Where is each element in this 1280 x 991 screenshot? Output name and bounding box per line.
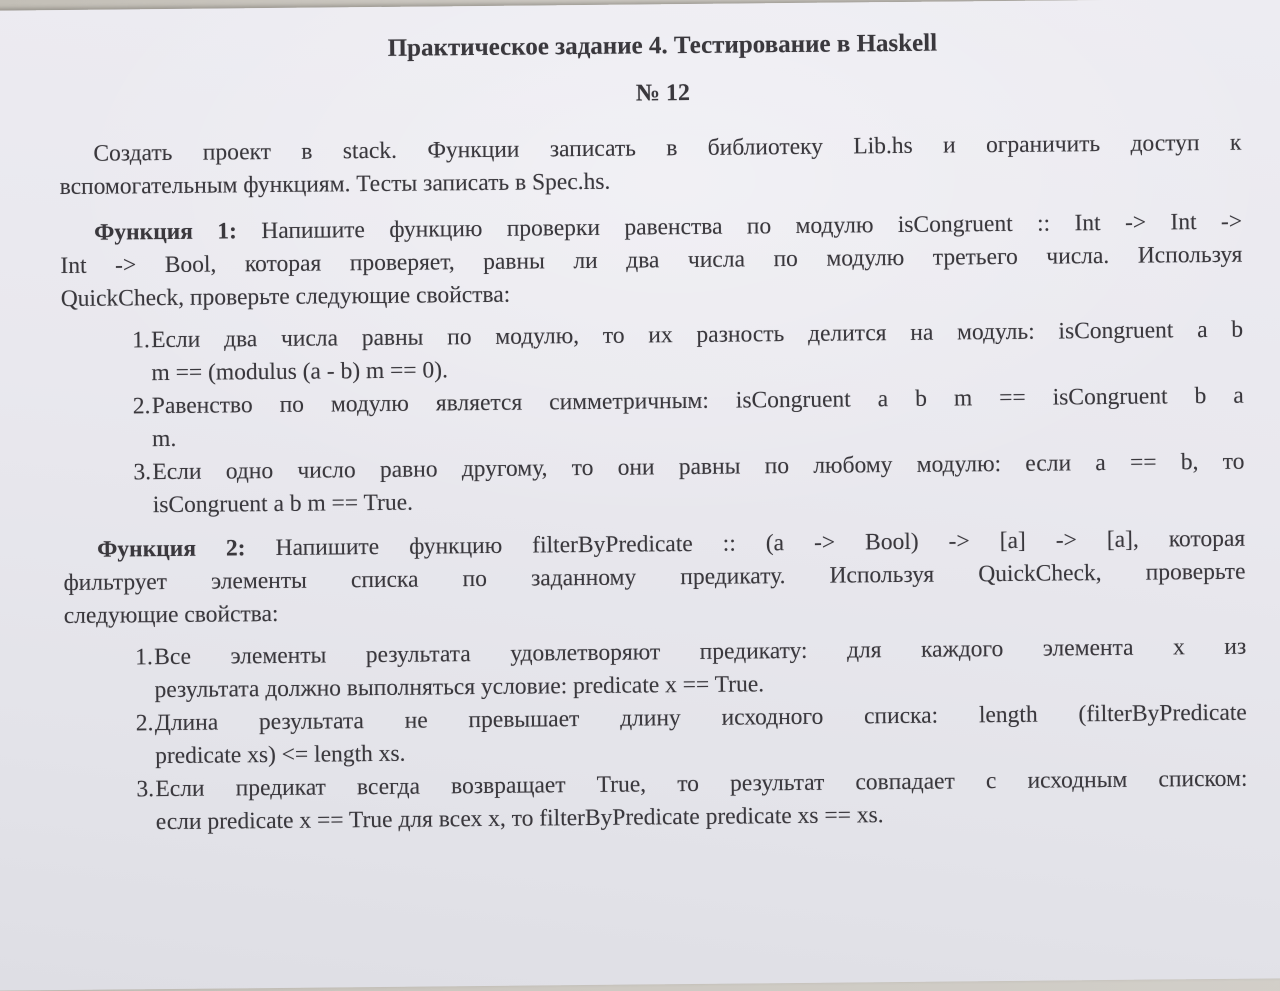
function1-line-2: Int -> Bool, которая проверяет, равны ли два числа по модулю третьего числа. Используя	[60, 241, 1243, 280]
function1-label: Функция 1:	[94, 218, 238, 246]
property-line: m == (modulus (a - b) m == 0).	[151, 357, 449, 387]
function2-property-list	[64, 631, 1248, 840]
property-line: Равенство по модулю является симметричным: isCongruent a b m == isCongruent b a	[151, 382, 1244, 420]
function1-property-list	[61, 314, 1245, 523]
property-line: Длина результата не превышает длину исходного списка: length (filterByPredicate	[154, 699, 1247, 737]
task-number: № 12	[635, 79, 691, 107]
item-number: 1.	[132, 327, 150, 354]
item-number: 3.	[136, 776, 155, 803]
function1-property-3	[62, 446, 1245, 523]
function1-property-1	[61, 314, 1244, 391]
function2-property-2	[65, 697, 1248, 774]
intro-paragraph	[59, 127, 1242, 204]
function2-paragraph	[63, 523, 1246, 633]
function2-label: Функция 2:	[97, 535, 246, 563]
function1-property-2	[62, 380, 1245, 457]
property-line: m.	[151, 425, 177, 453]
intro-line-2: вспомогательным функциям. Тесты записать в Spec.hs.	[59, 168, 611, 201]
property-line: Все элементы результата удовлетворяют предикату: для каждого элемента x из	[154, 633, 1247, 671]
property-line: Если одно число равно другому, то они равны по любому модулю: если a == b, то	[152, 448, 1245, 486]
property-line: Если предикат всегда возвращает True, то результат совпадает с исходным списком:	[155, 765, 1248, 803]
item-number: 1.	[135, 644, 153, 671]
item-number: 2.	[132, 393, 151, 420]
function2-line-1-text: Напишите функцию filterByPredicate :: (a -> Bool) -> [a] -> [a], которая	[245, 525, 1246, 562]
function2-line-2: фильтрует элементы списка по заданному предикату. Используя QuickCheck, проверьте	[63, 558, 1246, 597]
function2-property-3	[65, 763, 1248, 840]
function1-line-3: QuickCheck, проверьте следующие свойства:	[60, 281, 511, 313]
function1-line-1-text: Напишите функцию проверки равенства по модулю isCongruent :: Int -> Int ->	[236, 208, 1243, 245]
property-line: результата должно выполняться условие: predicate x == True.	[154, 671, 765, 704]
function1-paragraph	[60, 206, 1243, 316]
function2-property-1	[64, 631, 1247, 708]
intro-line-1: Создать проект в stack. Функции записать в библиотеку Lib.hs и ограничить доступ к	[93, 129, 1242, 167]
item-number: 3.	[133, 459, 152, 486]
item-number: 2.	[135, 710, 154, 737]
page-title: Практическое задание 4. Тестирование в Haskell	[387, 29, 938, 62]
function2-line-3: следующие свойства:	[63, 600, 279, 630]
property-line: isCongruent a b m == True.	[152, 489, 414, 519]
property-line: predicate xs) <= length xs.	[155, 740, 406, 770]
property-line: Если два числа равны по модулю, то их разность делится на модуль: isCongruent a b	[151, 316, 1244, 354]
property-line: если predicate x == True для всех x, то filterByPredicate predicate xs == xs.	[155, 802, 884, 836]
